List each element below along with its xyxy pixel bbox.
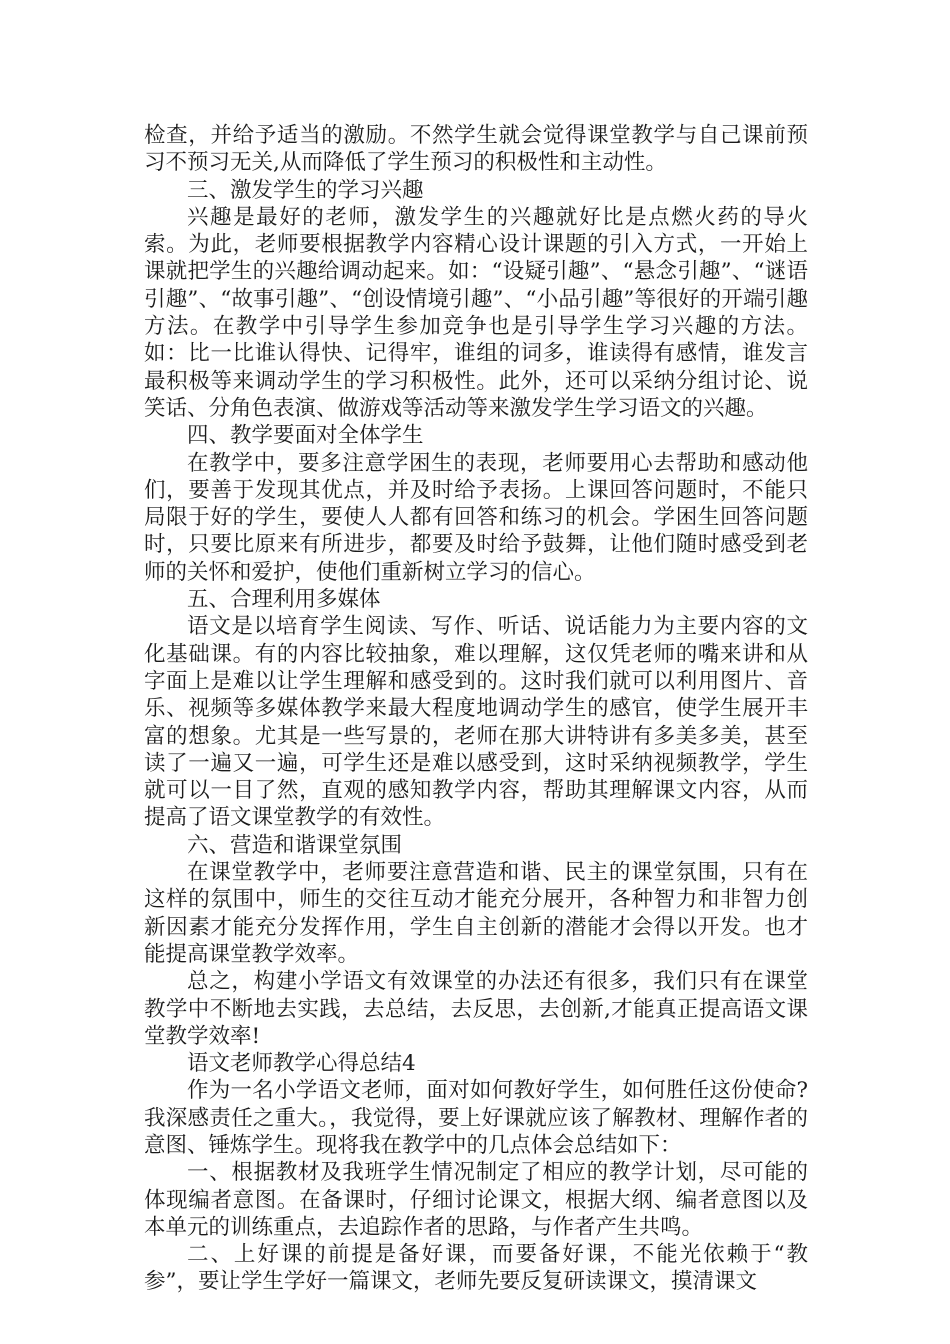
section-heading: 五、合理利用多媒体 <box>187 587 381 613</box>
paragraph: 作为一名小学语文老师，面对如何教好学生，如何胜任这份使命?我深感责任之重大。，我觉得，要上好课就应该了解教材、理解作者的意图、锤炼学生。现将我在教学中的几点体会总结如下： <box>144 1078 808 1158</box>
article-title: 语文老师教学心得总结4 <box>187 1051 416 1077</box>
paragraph: 在课堂教学中，老师要注意营造和谐、民主的课堂氛围，只有在这样的氛围中，师生的交往互动才能充分展开，各种智力和非智力创新因素才能充分发挥作用，学生自主创新的潜能才会得以开发。也才能提高课堂教学效率。 <box>144 860 808 967</box>
section-heading: 四、教学要面对全体学生 <box>187 423 424 449</box>
document-body <box>144 122 808 1296</box>
paragraph: 一、根据教材及我班学生情况制定了相应的教学计划，尽可能的体现编者意图。在备课时，仔细讨论课文，根据大纲、编者意图以及本单元的训练重点，去追踪作者的思路，与作者产生共鸣。 <box>144 1160 808 1240</box>
section-heading: 六、营造和谐课堂氛围 <box>187 832 403 858</box>
paragraph: 在教学中，要多注意学困生的表现，老师要用心去帮助和感动他们，要善于发现其优点，并及时给予表扬。上课回答问题时，不能只局限于好的学生，要使人人都有回答和练习的机会。学困生回答问题时，只要比原来有所进步，都要及时给予鼓舞，让他们随时感受到老师的关怀和爱护，使他们重新树立学习的信心。 <box>144 450 808 585</box>
paragraph: 检查，并给予适当的激励。不然学生就会觉得课堂教学与自己课前预习不预习无关,从而降低了学生预习的积极性和主动性。 <box>144 123 808 176</box>
paragraph: 兴趣是最好的老师，激发学生的兴趣就好比是点燃火药的导火索。为此，老师要根据教学内容精心设计课题的引入方式，一开始上课就把学生的兴趣给调动起来。如：“设疑引趣”、“悬念引趣”、“谜语引趣”、“故事引趣”、“创设情境引趣”、“小品引趣”等很好的开端引趣方法。在教学中引导学生参加竞争也是引导学生学习兴趣的方法。如：比一比谁认得快、记得牢，谁组的词多，谁读得有感情，谁发言最积极等来调动学生的学习积极性。此外，还可以采纳分组讨论、说笑话、分角色表演、做游戏等活动等来激发学生学习语文的兴趣。 <box>144 204 808 421</box>
paragraph: 总之，构建小学语文有效课堂的办法还有很多，我们只有在课堂教学中不断地去实践，去总结，去反思，去创新,才能真正提高语文课堂教学效率! <box>144 969 808 1049</box>
paragraph: 语文是以培育学生阅读、写作、听话、说话能力为主要内容的文化基础课。有的内容比较抽象，难以理解，这仅凭老师的嘴来讲和从字面上是难以让学生理解和感受到的。这时我们就可以利用图片、音乐、视频等多媒体教学来最大程度地调动学生的感官，使学生展开丰富的想象。尤其是一些写景的，老师在那大讲特讲有多美多美，甚至读了一遍又一遍，可学生还是难以感受到，这时采纳视频教学，学生就可以一目了然，直观的感知教学内容，帮助其理解课文内容，从而提高了语文课堂教学的有效性。 <box>144 614 808 831</box>
section-heading: 三、激发学生的学习兴趣 <box>187 177 424 203</box>
paragraph: 二、上好课的前提是备好课，而要备好课，不能光依赖于“教参”，要让学生学好一篇课文，老师先要反复研读课文，摸清课文 <box>144 1242 808 1295</box>
